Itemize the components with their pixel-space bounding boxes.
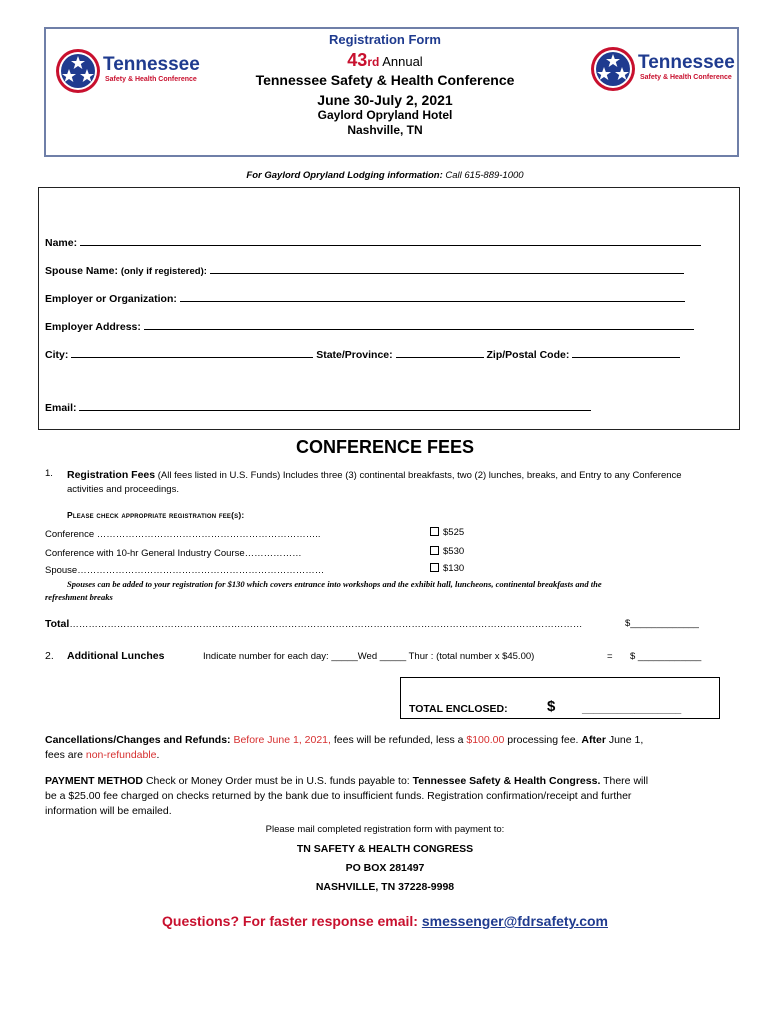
address-field[interactable] bbox=[144, 320, 694, 330]
spouse-note bbox=[45, 578, 725, 604]
tristar-icon bbox=[55, 48, 101, 94]
tennessee-logo bbox=[55, 48, 205, 96]
zip-label: Zip/Postal Code: bbox=[486, 349, 570, 361]
lodging-label: For Gaylord Opryland Lodging information: bbox=[246, 170, 443, 181]
lunches-amount-field[interactable]: $ ____________ bbox=[630, 651, 702, 662]
payment-label: PAYMENT METHOD bbox=[45, 775, 144, 787]
payment-method bbox=[45, 774, 730, 819]
registration-fees-text: (All fees listed in U.S. Funds) Includes three (3) continental breakfasts, two (2) lunches, breaks, and Entry to any Conference bbox=[157, 470, 682, 481]
cancellation-deadline: Before June 1, 2021, bbox=[233, 734, 331, 746]
lodging-phone: Call 615-889-1000 bbox=[445, 170, 524, 181]
price-spouse: $130 bbox=[443, 563, 465, 574]
spouse-row bbox=[45, 264, 684, 277]
conference-dates: June 30-July 2, 2021 bbox=[317, 92, 453, 108]
cancellation-text4: fees are bbox=[45, 749, 83, 761]
equals-sign: = bbox=[607, 651, 613, 662]
cancellation-text2: processing fee. bbox=[507, 734, 579, 746]
checkbox-course[interactable] bbox=[430, 546, 439, 555]
total-enclosed-dollar: $ bbox=[547, 698, 556, 715]
city-label: City: bbox=[45, 349, 69, 361]
mail-instruction: Please mail completed registration form with payment to: bbox=[265, 824, 505, 835]
logo-subtitle: Safety & Health Conference bbox=[105, 76, 197, 83]
conference-fees-title: CONFERENCE FEES bbox=[295, 437, 475, 457]
spouse-note-line1: Spouses can be added to your registration for $130 which covers entrance into workshops and the exhibit hall, luncheons, continental breakfasts and the bbox=[67, 579, 602, 589]
spouse-label: Spouse Name: bbox=[45, 265, 118, 277]
spouse-note: (only if registered): bbox=[120, 266, 207, 277]
mail-city: NASHVILLE, TN 37228-9998 bbox=[315, 881, 455, 893]
name-label: Name: bbox=[45, 237, 78, 249]
cancellation-text1: fees will be refunded, less a bbox=[333, 734, 464, 746]
cancellation-period: . bbox=[156, 749, 160, 761]
payment-payee: Tennessee Safety & Health Congress. bbox=[412, 775, 601, 787]
lodging-info bbox=[0, 170, 770, 181]
processing-fee: $100.00 bbox=[466, 734, 505, 746]
spouse-note-line2: refreshment breaks bbox=[45, 592, 113, 602]
item2-number: 2. bbox=[45, 650, 54, 662]
address-row bbox=[45, 320, 694, 333]
edition-word: Annual bbox=[382, 54, 423, 69]
address-label: Employer Address: bbox=[45, 321, 141, 333]
total-enclosed-field[interactable]: _________________ bbox=[582, 703, 682, 715]
employer-row bbox=[45, 292, 685, 305]
cancellation-after: After bbox=[581, 734, 606, 746]
check-heading: Please check appropriate registration fee(s): bbox=[67, 510, 245, 520]
zip-field[interactable] bbox=[572, 348, 680, 358]
questions-text: Questions? For faster response email: bbox=[162, 913, 418, 929]
spouse-name-field[interactable] bbox=[210, 264, 684, 274]
additional-lunches-label: Additional Lunches bbox=[67, 650, 165, 662]
tennessee-logo bbox=[590, 46, 740, 94]
item1-number: 1. bbox=[45, 468, 53, 479]
city-row bbox=[45, 348, 680, 361]
mail-box: PO BOX 281497 bbox=[345, 862, 425, 874]
checkbox-spouse[interactable] bbox=[430, 563, 439, 572]
payment-text2: There will bbox=[603, 775, 649, 787]
total-row bbox=[45, 618, 585, 630]
form-title: Registration Form bbox=[329, 32, 441, 47]
employer-field[interactable] bbox=[180, 292, 685, 302]
option-spouse[interactable] bbox=[430, 563, 464, 574]
cancellation-text3: June 1, bbox=[608, 734, 644, 746]
registrant-info-box bbox=[38, 187, 740, 430]
venue: Gaylord Opryland Hotel bbox=[317, 108, 453, 122]
email-field[interactable] bbox=[79, 401, 591, 411]
conference-name: Tennessee Safety & Health Conference bbox=[255, 72, 515, 88]
payment-line3: information will be emailed. bbox=[45, 805, 172, 817]
questions-line bbox=[0, 913, 770, 929]
city-field[interactable] bbox=[71, 348, 313, 358]
checkbox-conference[interactable] bbox=[430, 527, 439, 536]
payment-line2: be a $25.00 fee charged on checks returned by the bank due to insufficient funds. Registration confirmation/receipt and further bbox=[45, 790, 632, 802]
mail-org: TN SAFETY & HEALTH CONGRESS bbox=[296, 843, 474, 855]
edition-number: 43 bbox=[347, 50, 368, 70]
contact-email-link[interactable]: smessenger@fdrsafety.com bbox=[421, 913, 608, 929]
registration-fees-text2: activities and proceedings. bbox=[67, 484, 179, 495]
registration-fees-label: Registration Fees bbox=[67, 469, 156, 481]
email-label: Email: bbox=[45, 402, 77, 414]
name-row bbox=[45, 236, 701, 249]
state-field[interactable] bbox=[396, 348, 484, 358]
cancellation-policy bbox=[45, 733, 725, 763]
price-course: $530 bbox=[443, 546, 465, 557]
location: Nashville, TN bbox=[347, 123, 423, 137]
tristar-icon bbox=[590, 46, 636, 92]
total-label: Total bbox=[45, 618, 70, 630]
email-row bbox=[45, 401, 591, 414]
option-course[interactable] bbox=[430, 546, 464, 557]
option-spouse-label: Spouse…………………………………………………………………… bbox=[45, 565, 325, 576]
logo-brand: Tennessee bbox=[103, 54, 200, 75]
option-conference-label: Conference …………………………………………………………….. bbox=[45, 529, 321, 540]
logo-subtitle: Safety & Health Conference bbox=[640, 74, 732, 81]
total-enclosed-label: TOTAL ENCLOSED: bbox=[409, 703, 508, 715]
registration-fees-desc bbox=[67, 468, 732, 497]
state-label: State/Province: bbox=[316, 349, 393, 361]
cancellation-label: Cancellations/Changes and Refunds: bbox=[45, 734, 231, 746]
additional-lunches-text[interactable]: Indicate number for each day: _____Wed _____ Thur : (total number x $45.00) bbox=[203, 651, 535, 662]
edition-suffix: rd bbox=[367, 55, 380, 69]
price-conference: $525 bbox=[443, 527, 465, 538]
logo-brand: Tennessee bbox=[638, 52, 735, 73]
total-dots: ……………………………………………………………………………………………………………………………………………… bbox=[69, 619, 583, 630]
employer-label: Employer or Organization: bbox=[45, 293, 177, 305]
payment-text1: Check or Money Order must be in U.S. funds payable to: bbox=[145, 775, 410, 787]
name-field[interactable] bbox=[80, 236, 701, 246]
option-course-label: Conference with 10-hr General Industry Course……………… bbox=[45, 548, 302, 559]
non-refundable: non-refundable bbox=[85, 749, 157, 761]
total-amount-field[interactable]: $_____________ bbox=[625, 618, 699, 629]
option-conference[interactable] bbox=[430, 527, 464, 538]
